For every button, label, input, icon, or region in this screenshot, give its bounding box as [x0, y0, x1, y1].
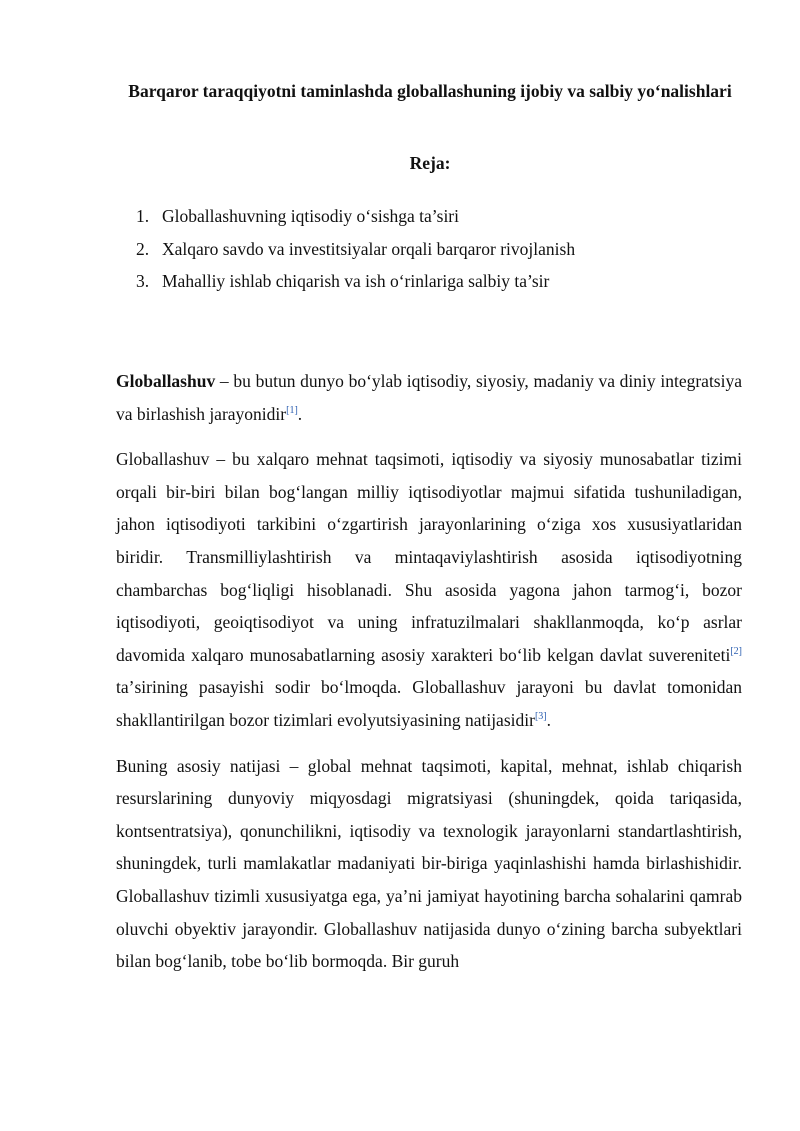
body-text	[116, 365, 742, 991]
plan-list	[136, 200, 736, 298]
paragraph-text: taʼsirining pasayishi sodir boʻlmoqda. Globallashuv jarayoni bu davlat tomonidan shakllantirilgan bozor tizimlari evolyutsiyasining natijasidir	[116, 677, 742, 730]
plan-heading: Reja:	[409, 153, 451, 173]
plan-item-number: 1.	[136, 206, 150, 226]
footnote-link[interactable]: [1]	[286, 404, 298, 416]
plan-item-number: 2.	[136, 238, 150, 259]
plan-item-text: Mahalliy ishlab chiqarish va ish o‘rinlariga salbiy ta’sir	[162, 271, 550, 291]
footnote-link[interactable]: [2]	[730, 645, 742, 657]
plan-item-text: Globallashuvning iqtisodiy o‘sishga ta’siri	[162, 206, 459, 226]
paragraph-end: .	[297, 403, 303, 424]
paragraph-end: .	[546, 709, 551, 730]
plan-item	[136, 265, 736, 298]
plan-item-number: 3.	[136, 271, 150, 291]
paragraph-definition	[116, 365, 742, 430]
paragraph-explanation	[116, 443, 742, 736]
paragraph-text: Globallashuv – bu xalqaro mehnat taqsimoti, iqtisodiy va siyosiy munosabatlar tizimi orqali bir-biri bilan bogʻlangan milliy iqtisodiyotlar majmui sifatida tushuniladigan, jahon iqtisodiyoti tarkibini oʻzgartirish jarayonlarining oʻziga xos xususiyatlaridan biridir. Transmilliylashtirish va mintaqaviylashtirish asosida iqtisodiyotning chambarchas bogʻliqligi hisoblanadi. Shu asosida yagona jahon tarmogʻi, bozor iqtisodiyoti, geoiqtisodiyot va uning infratuzilmalari shakllanmoqda, koʻp asrlar davomida xalqaro munosabatlarning asosiy xarakteri boʻlib kelgan davlat suvereniteti	[116, 449, 742, 665]
footnote-link[interactable]: [3]	[534, 711, 547, 723]
defined-term: Globallashuv	[116, 371, 216, 391]
paragraph-results: Buning asosiy natijasi – global mehnat taqsimoti, kapital, mehnat, ishlab chiqarish resurslarining dunyoviy miqyosdagi migratsiyasi (shuningdek, qoida tariqasida, kontsentratsiya), qonunchilikni, iqtisodiy va texnologik jarayonlarni standartlashtirish, shuningdek, turli mamlakatlar madaniyati bir-biriga yaqinlashishi hamda birlashishidir. Globallashuv tizimli xususiyatga ega, yaʼni jamiyat hayotining barcha sohalarini qamrab oluvchi obyektiv jarayondir. Globallashuv natijasida dunyo oʻzining barcha subyektlari bilan bogʻlanib, tobe boʻlib bormoqda. Bir guruh	[116, 755, 742, 972]
plan-item-text: Xalqaro savdo va investitsiyalar orqali barqaror rivojlanish	[162, 238, 576, 259]
plan-item	[136, 233, 736, 266]
plan-item	[136, 200, 736, 233]
paragraph-text: – bu butun dunyo boʻylab iqtisodiy, siyosiy, madaniy va diniy integratsiya va birlashish jarayonidir	[116, 371, 742, 424]
document-title: Barqaror taraqqiyotni taminlashda globallashuning ijobiy va salbiy yo‘nalishlari	[128, 81, 732, 101]
